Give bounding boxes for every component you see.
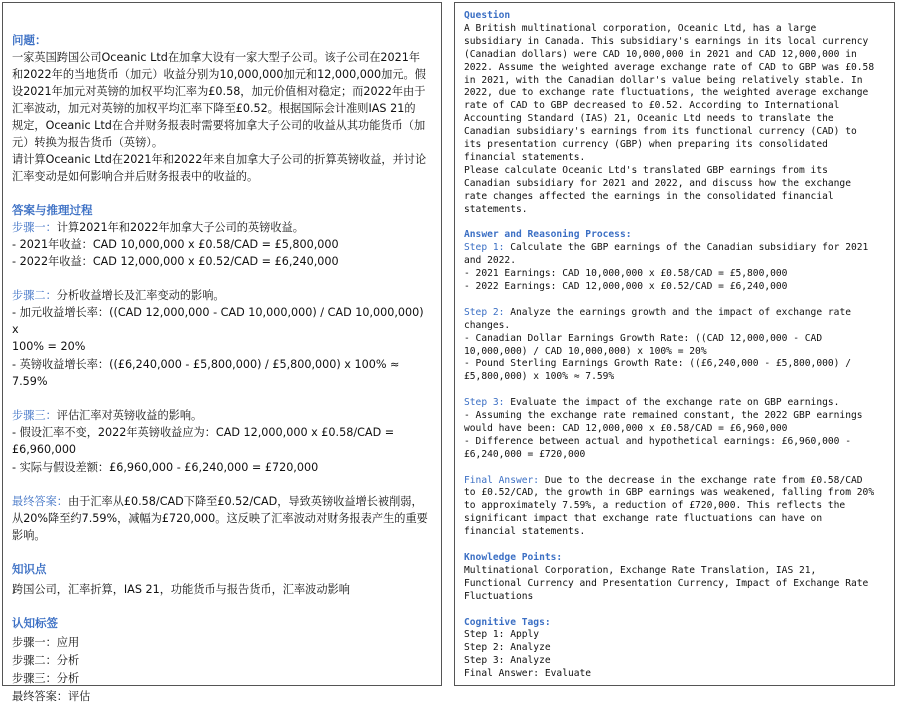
step-2 xyxy=(464,307,885,320)
step-3-line: - 实际与假设差额：£6,960,000 - £6,240,000 = £720,000 xyxy=(12,461,319,474)
question-line: statements. xyxy=(464,203,528,215)
step-1-text: Calculate the GBP earnings of the Canadian subsidiary for 2021 xyxy=(504,242,869,254)
knowledge-line: Functional Currency and Presentation Currency, Impact of Exchange Rate xyxy=(464,577,869,589)
step-3-line: £6,960,000 xyxy=(12,443,77,456)
chinese-panel xyxy=(2,2,442,703)
answer-heading: Answer and Reasoning Process: xyxy=(464,229,632,241)
step-3-line: would have been: CAD 12,000,000 x £0.58/CAD = £6,960,000 xyxy=(464,422,788,434)
question-line: A British multinational corporation, Oceanic Ltd, has a large xyxy=(464,22,817,34)
final-answer xyxy=(464,475,885,488)
final-answer-text: 由于汇率从£0.58/CAD下降至£0.52/CAD，导致英镑收益增长被削弱， xyxy=(67,495,423,508)
tags-heading: 认知标签 xyxy=(12,616,58,630)
question-line: subsidiary in Canada. This subsidiary's earnings in its local currency xyxy=(464,35,869,47)
step-2-text: Analyze the earnings growth and the impact of exchange rate xyxy=(504,306,851,318)
question-line: Please calculate Oceanic Ltd's translated GBP earnings from its xyxy=(464,164,828,176)
step-3-text: Evaluate the impact of the exchange rate on GBP earnings. xyxy=(504,397,840,409)
tag-item: 最终答案：评估 xyxy=(12,690,91,703)
question-line: 和2022年的当地货币（加元）收益分别为10,000,000加元和12,000,000加元。假 xyxy=(12,68,426,81)
step-3-label: Step 3: xyxy=(464,397,505,409)
step-2-text: 分析收益增长及汇率变动的影响。 xyxy=(56,289,225,302)
step-3-line: - Assuming the exchange rate remained constant, the 2022 GBP earnings xyxy=(464,410,863,422)
step-2-label: Step 2: xyxy=(464,306,505,318)
step-1-text: 计算2021年和2022年加拿大子公司的英镑收益。 xyxy=(56,221,304,234)
question-line: in 2021, with the Canadian dollar's value being relatively stable. In xyxy=(464,74,863,86)
question-line: 汇率波动，加元对英镑的加权平均汇率下降至£0.52。根据国际会计准则IAS 21的 xyxy=(12,102,416,115)
question-line: Canadian subsidiary's earnings from its functional currency (CAD) to xyxy=(464,126,857,138)
question-line: 2022. Assume the weighted average exchange rate of CAD to GBP was £0.58 xyxy=(464,61,875,73)
step-1-line: - 2022年收益：CAD 12,000,000 x £0.52/CAD = £6,240,000 xyxy=(12,255,339,268)
question-body xyxy=(464,23,885,217)
question-heading: Question xyxy=(464,10,511,21)
question-line: financial statements. xyxy=(464,151,586,163)
step-2-line: changes. xyxy=(464,319,511,331)
final-answer-line: financial statements. xyxy=(464,526,586,538)
question-line: 请计算Oceanic Ltd在2021年和2022年来自加拿大子公司的折算英镑收益，并讨论 xyxy=(12,153,427,166)
knowledge-heading: 知识点 xyxy=(12,562,47,576)
step-3 xyxy=(464,397,885,410)
knowledge-text: 跨国公司，汇率折算，IAS 21，功能货币与报告货币，汇率波动影响 xyxy=(12,583,350,596)
final-answer-line: 影响。 xyxy=(12,529,46,542)
knowledge-line: Fluctuations xyxy=(464,590,534,602)
step-2-line: - 英镑收益增长率：((£6,240,000 - £5,800,000) / £5,800,000) x 100% ≈ 7.59% xyxy=(12,358,400,388)
step-1-label: Step 1: xyxy=(464,242,505,254)
step-2-line: 100% = 20% xyxy=(12,340,86,353)
step-2-line: £5,800,000) x 100% ≈ 7.59% xyxy=(464,371,615,383)
tag-item: Step 3: Analyze xyxy=(464,655,551,667)
step-2-label: 步骤二： xyxy=(12,289,57,302)
step-1-line: - 2021年收益：CAD 10,000,000 x £0.58/CAD = £5,800,000 xyxy=(12,238,339,251)
question-line: rate of CAD to GBP decreased to £0.52. According to International xyxy=(464,100,840,112)
answer-heading: 答案与推理过程 xyxy=(12,203,93,217)
step-2-line: 10,000,000) / CAD 10,000,000) x 100% = 20% xyxy=(464,345,707,357)
question-line: 汇率变动是如何影响合并后财务报表中的收益的。 xyxy=(12,170,259,183)
final-answer-line: 从20%降至约7.59%，减幅为£720,000。这反映了汇率波动对财务报表产生的重要 xyxy=(12,512,428,525)
question-line: 设2021年加元对英镑的加权平均汇率为£0.58，加元价值相对稳定；而2022年由于 xyxy=(12,85,426,98)
step-3 xyxy=(12,407,432,424)
final-answer-line: to £0.52/CAD, the growth in GBP earnings was weakened, falling from 20% xyxy=(464,487,875,499)
step-3-text: 评估汇率对英镑收益的影响。 xyxy=(56,409,203,422)
step-1 xyxy=(12,219,432,236)
tag-item: Final Answer: Evaluate xyxy=(464,668,592,680)
question-heading: 问题： xyxy=(12,33,47,47)
tag-item: Step 2: Analyze xyxy=(464,642,551,654)
question-line: (Canadian dollars) were CAD 10,000,000 in 2021 and CAD 12,000,000 in xyxy=(464,48,857,60)
tag-item: 步骤三：分析 xyxy=(12,672,80,685)
question-line: Canadian subsidiary for 2021 and 2022, and discuss how the exchange xyxy=(464,177,851,189)
final-answer-label: 最终答案： xyxy=(12,495,68,508)
question-line: 一家英国跨国公司Oceanic Ltd在加拿大设有一家大型子公司。该子公司在2021年 xyxy=(12,51,421,64)
step-2-line: - Pound Sterling Earnings Growth Rate: ((£6,240,000 - £5,800,000) / xyxy=(464,358,851,370)
knowledge-heading: Knowledge Points: xyxy=(464,551,563,563)
step-1-line: - 2022 Earnings: CAD 12,000,000 x £0.52/CAD = £6,240,000 xyxy=(464,281,788,293)
step-3-label: 步骤三： xyxy=(12,409,57,422)
question-line: 规定，Oceanic Ltd在合并财务报表时需要将加拿大子公司的收益从其功能货币（加 xyxy=(12,119,426,132)
knowledge-line: Multinational Corporation, Exchange Rate Translation, IAS 21, xyxy=(464,564,817,576)
final-answer-line: significant impact that exchange rate fluctuations can have on xyxy=(464,513,823,525)
english-panel xyxy=(454,2,895,686)
question-body xyxy=(12,49,432,185)
question-line: 元）转换为报告货币（英镑）。 xyxy=(12,136,164,149)
step-1-line: - 2021 Earnings: CAD 10,000,000 x £0.58/CAD = £5,800,000 xyxy=(464,268,788,280)
step-3-line: - Difference between actual and hypothetical earnings: £6,960,000 - xyxy=(464,435,851,447)
step-1-line: and 2022. xyxy=(464,255,516,267)
step-3-line: - 假设汇率不变，2022年英镑收益应为：CAD 12,000,000 x £0.58/CAD = xyxy=(12,426,395,439)
step-2-line: - 加元收益增长率：((CAD 12,000,000 - CAD 10,000,000) / CAD 10,000,000) x xyxy=(12,306,424,336)
tag-item: Step 1: Apply xyxy=(464,629,540,641)
question-line: rate changes affected the earnings in the consolidated financial xyxy=(464,190,834,202)
step-2 xyxy=(12,287,432,304)
final-answer-label: Final Answer: xyxy=(464,474,540,486)
step-3-line: £6,240,000 = £720,000 xyxy=(464,448,586,460)
question-line: 2022, due to exchange rate fluctuations, the weighted average exchange xyxy=(464,87,869,99)
tag-item: 步骤一：应用 xyxy=(12,636,80,649)
final-answer-text: Due to the decrease in the exchange rate from £0.58/CAD xyxy=(539,474,863,486)
step-1 xyxy=(464,242,885,255)
tag-item: 步骤二：分析 xyxy=(12,654,80,667)
question-line: its presentation currency (GBP) when preparing its consolidated xyxy=(464,139,828,151)
question-line: Accounting Standard (IAS) 21, Oceanic Ltd needs to translate the xyxy=(464,113,834,125)
step-1-label: 步骤一： xyxy=(12,221,57,234)
final-answer xyxy=(12,493,432,510)
step-2-line: - Canadian Dollar Earnings Growth Rate: ((CAD 12,000,000 - CAD xyxy=(464,332,823,344)
final-answer-line: to approximately 7.59%, a reduction of £720,000. This reflects the xyxy=(464,500,846,512)
tags-heading: Cognitive Tags: xyxy=(464,616,551,628)
